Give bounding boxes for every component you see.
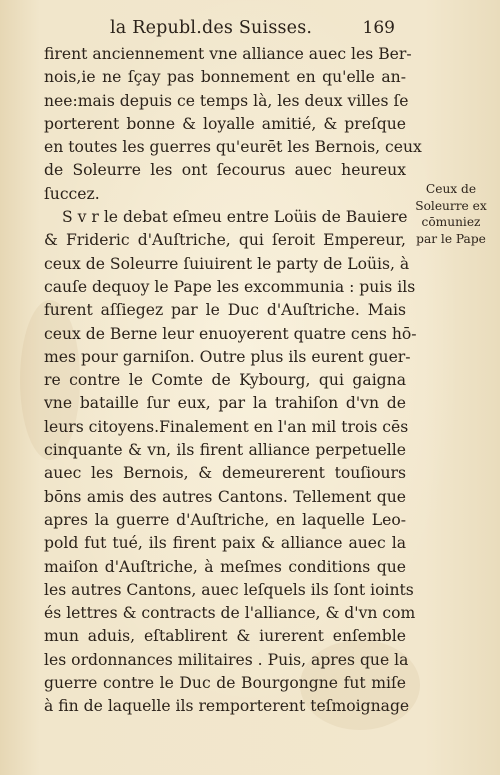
body-text — [44, 43, 422, 719]
text-line: maiſon d'Auſtriche, à meſmes conditions que — [44, 557, 406, 576]
text-line: pold fut tué, ils firent paix & alliance auec la — [44, 534, 406, 553]
margin-note-line: Soleurre ex — [415, 198, 487, 213]
page-number: 169 — [362, 18, 395, 38]
margin-note-line: cōmuniez — [421, 215, 481, 229]
text-line: & Frideric d'Auſtriche, qui ſeroit Empereur, — [44, 231, 406, 250]
text-line: à fin de laquelle ils remporterent teſmoignage — [44, 697, 410, 716]
text-line: cauſe dequoy le Pape les excommunia : puis ils — [44, 277, 416, 296]
text-line: les autres Cantons, auec leſquels ils ſont ioints — [44, 580, 414, 599]
text-line: nois,ie ne ſçay pas bonnement en qu'elle an- — [44, 68, 406, 87]
margin-note — [408, 181, 494, 247]
text-line: de Soleurre les ont ſecourus auec heureux — [44, 161, 406, 180]
text-line: guerre contre le Duc de Bourgongne fut miſe — [44, 674, 406, 693]
text-line: és lettres & contracts de l'alliance, & d'vn com — [44, 604, 416, 623]
text-line: mes pour garniſon. Outre plus ils eurent guer- — [44, 347, 411, 366]
running-title: la Republ.des Suisses. — [110, 18, 313, 38]
text-line: firent anciennement vne alliance auec les Ber- — [44, 45, 412, 63]
margin-note-line: par le Pape — [416, 231, 486, 246]
text-line: auec les Bernois, & demeurerent touſiours — [44, 464, 406, 483]
text-line: ſuccez. — [44, 184, 100, 203]
text-line: les ordonnances militaires . Puis, apres que la — [44, 650, 409, 669]
text-line: S v r le debat eſmeu entre Loüis de Bauiere — [62, 208, 408, 227]
running-header — [60, 18, 395, 42]
text-line: ceux de Berne leur enuoyerent quatre cens hō- — [44, 324, 417, 343]
text-line: mun aduis, eſtablirent & iurerent enſemble — [44, 627, 406, 646]
text-line: apres la guerre d'Auſtriche, en laquelle Leo- — [44, 510, 406, 529]
text-line: re contre le Comte de Kybourg, qui gaigna — [44, 371, 406, 390]
text-line: leurs citoyens.Finalement en l'an mil trois cēs — [44, 417, 409, 436]
text-line: vne bataille ſur eux, par la trahiſon d'vn de — [44, 394, 406, 413]
text-line: en toutes les guerres qu'eurēt les Bernois, ceux — [44, 138, 422, 157]
text-line: nee:mais depuis ce temps là, les deux villes ſe — [44, 91, 409, 110]
text-line: cinquante & vn, ils firent alliance perpetuelle — [44, 441, 406, 460]
text-line: bōns amis des autres Cantons. Tellement que — [44, 487, 406, 506]
margin-note-line: Ceux de — [425, 182, 477, 196]
text-line: ceux de Soleurre ſuiuirent le party de Loüis, à — [44, 254, 410, 273]
text-line: furent aſſiegez par le Duc d'Auſtriche. Mais — [44, 301, 406, 320]
text-line: porterent bonne & loyalle amitié, & preſque — [44, 114, 406, 133]
